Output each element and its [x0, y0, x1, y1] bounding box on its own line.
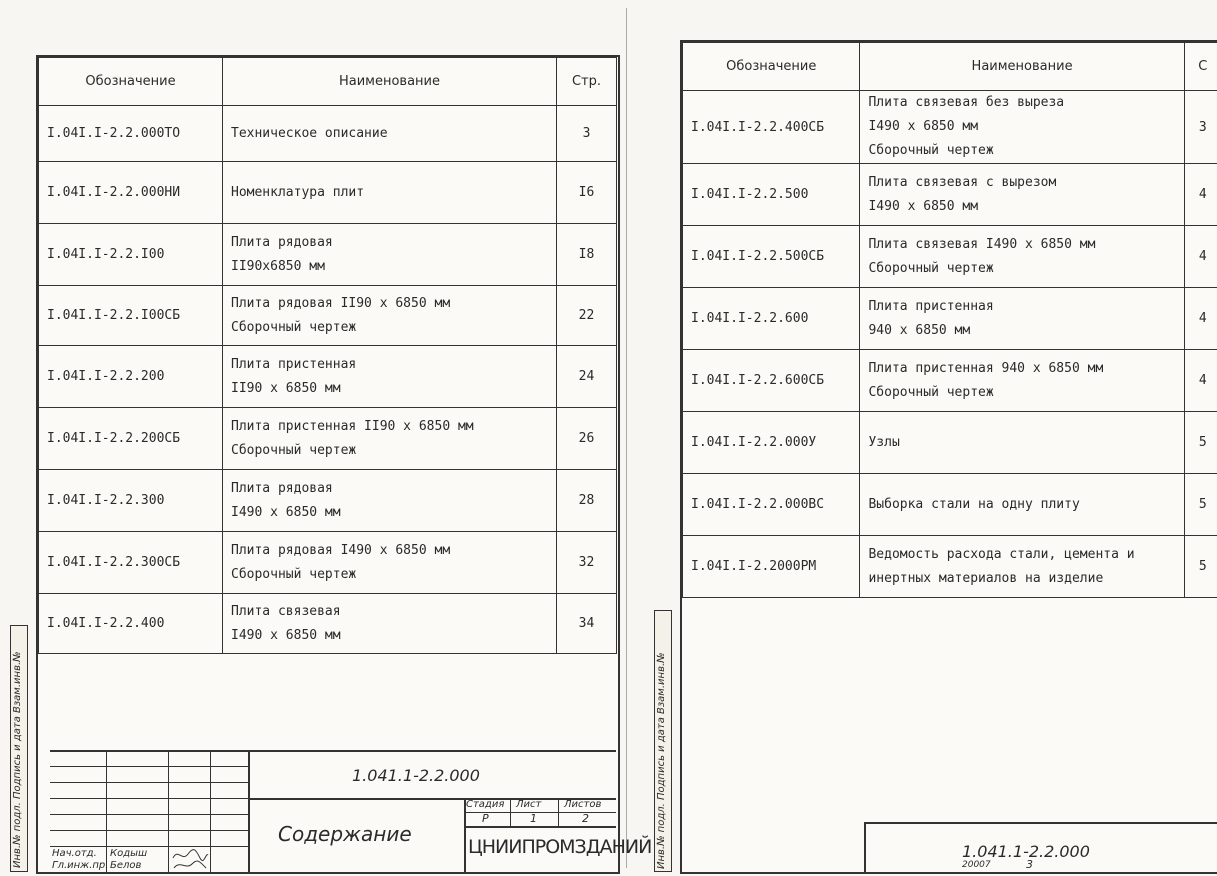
- row-name-line: Плита связевая с вырезом: [868, 174, 1057, 190]
- row-name: [860, 226, 1184, 288]
- table-row: [683, 164, 1217, 226]
- contents-table-left: [38, 57, 617, 654]
- row-name-line: 940 х 6850 мм: [868, 322, 971, 338]
- table-row: [683, 474, 1217, 536]
- title-block: [50, 750, 652, 872]
- row-name: [223, 532, 557, 594]
- margin-text-right: Инв.№ подл. Подпись и дата Взам.инв.№: [656, 652, 667, 869]
- sheets-value: 2: [582, 812, 589, 825]
- table-row: [39, 594, 617, 654]
- header-designation-right: Обозначение: [683, 43, 860, 91]
- table-row: [683, 412, 1217, 474]
- margin-strip-left: [10, 625, 28, 872]
- row-name-line: Плита пристенная II90 х 6850 мм: [231, 418, 474, 434]
- row-page: I6: [557, 162, 617, 224]
- role-head-dept: Нач.отд.: [52, 848, 97, 859]
- row-name-line: II90 х 6850 мм: [231, 380, 341, 396]
- row-name: [223, 106, 557, 162]
- row-page: 26: [557, 408, 617, 470]
- row-designation: I.04I.I-2.2.200: [39, 346, 223, 408]
- header-page: Стр.: [557, 58, 617, 106]
- person-chief-engineer: Белов: [110, 860, 142, 871]
- contents-sheet-left: [36, 55, 652, 874]
- row-name: [860, 412, 1184, 474]
- document-number-right: 1.041.1-2.2.000: [962, 842, 1090, 861]
- row-name-line: Плита связевая: [231, 603, 341, 619]
- row-page: 32: [557, 532, 617, 594]
- row-name: [860, 536, 1184, 598]
- title-block-right: [864, 822, 1217, 872]
- row-name-line: Плита связевая I490 х 6850 мм: [868, 236, 1096, 252]
- table-row: [683, 288, 1217, 350]
- row-designation: I.04I.I-2.2.I00: [39, 224, 223, 286]
- row-name: [223, 408, 557, 470]
- row-page: 4: [1184, 164, 1217, 226]
- row-designation: I.04I.I-2.2.000ТО: [39, 106, 223, 162]
- row-designation: I.04I.I-2.2.600: [683, 288, 860, 350]
- contents-sheet-right: [680, 40, 1217, 874]
- row-name-line: Сборочный чертеж: [231, 442, 357, 458]
- header-designation: Обозначение: [39, 58, 223, 106]
- row-designation: I.04I.I-2.2000РМ: [683, 536, 860, 598]
- row-designation: I.04I.I-2.2.400: [39, 594, 223, 654]
- row-page: 4: [1184, 226, 1217, 288]
- row-name-line: I490 х 6850 мм: [231, 627, 341, 643]
- row-designation: I.04I.I-2.2.200СБ: [39, 408, 223, 470]
- footer-small-number: 20007: [962, 860, 991, 870]
- row-name-line: Выборка стали на одну плиту: [868, 496, 1080, 512]
- row-name-line: Техническое описание: [231, 125, 388, 141]
- row-name: [223, 346, 557, 408]
- role-chief-engineer: Гл.инж.пр.: [52, 860, 109, 871]
- sheet-label: Лист: [516, 799, 542, 810]
- row-designation: I.04I.I-2.2.600СБ: [683, 350, 860, 412]
- row-name-line: II90х6850 мм: [231, 258, 325, 274]
- signature-scribble: [170, 846, 210, 872]
- row-name-line: инертных материалов на изделие: [868, 570, 1104, 586]
- margin-strip-right: [654, 610, 672, 872]
- row-designation: I.04I.I-2.2.000ВС: [683, 474, 860, 536]
- contents-table-right: [682, 42, 1217, 598]
- signature-grid: [50, 752, 250, 872]
- row-designation: I.04I.I-2.2.500СБ: [683, 226, 860, 288]
- row-name: [223, 224, 557, 286]
- row-name-line: I490 х 6850 мм: [868, 198, 979, 214]
- document-number: 1.041.1-2.2.000: [352, 766, 480, 785]
- row-name-line: Плита рядовая: [231, 480, 333, 496]
- table-row: [683, 91, 1217, 164]
- row-page: 5: [1184, 474, 1217, 536]
- row-page: 22: [557, 286, 617, 346]
- table-row: [683, 350, 1217, 412]
- stage-label: Стадия: [466, 799, 505, 810]
- table-row: [39, 286, 617, 346]
- row-name-line: Сборочный чертеж: [231, 319, 357, 335]
- table-row: [39, 470, 617, 532]
- row-page: 3: [557, 106, 617, 162]
- row-name-line: Плита пристенная: [231, 356, 357, 372]
- row-page: 34: [557, 594, 617, 654]
- row-name-line: Сборочный чертеж: [868, 384, 994, 400]
- row-name-line: Сборочный чертеж: [868, 143, 994, 158]
- row-name: [860, 350, 1184, 412]
- row-designation: I.04I.I-2.2.500: [683, 164, 860, 226]
- stage-value: Р: [482, 812, 489, 825]
- row-page: 5: [1184, 412, 1217, 474]
- row-page: 4: [1184, 288, 1217, 350]
- row-name: [223, 470, 557, 532]
- row-name: [223, 594, 557, 654]
- row-name-line: Плита пристенная 940 х 6850 мм: [868, 360, 1104, 376]
- row-designation: I.04I.I-2.2.300СБ: [39, 532, 223, 594]
- row-name: [223, 286, 557, 346]
- margin-text-left: Инв.№ подл. Подпись и дата Взам.инв.№: [12, 651, 23, 868]
- row-page: 5: [1184, 536, 1217, 598]
- row-name-line: I490 х 6850 мм: [868, 119, 979, 134]
- table-row: [39, 346, 617, 408]
- table-row: [39, 106, 617, 162]
- table-row: [39, 224, 617, 286]
- table-row: [39, 532, 617, 594]
- footer-sheet-number: 3: [1026, 858, 1033, 871]
- row-name-line: Плита рядовая: [231, 234, 333, 250]
- row-page: 24: [557, 346, 617, 408]
- row-name-line: Плита рядовая II90 х 6850 мм: [231, 295, 451, 311]
- row-page: 4: [1184, 350, 1217, 412]
- table-row: [683, 536, 1217, 598]
- row-designation: I.04I.I-2.2.000У: [683, 412, 860, 474]
- row-designation: I.04I.I-2.2.I00СБ: [39, 286, 223, 346]
- row-name: [860, 164, 1184, 226]
- row-name-line: Узлы: [868, 434, 900, 450]
- table-row: [39, 408, 617, 470]
- row-name-line: I490 х 6850 мм: [231, 504, 341, 520]
- sheets-label: Листов: [564, 799, 602, 810]
- row-page: I8: [557, 224, 617, 286]
- person-head-dept: Кодыш: [110, 848, 148, 859]
- row-designation: I.04I.I-2.2.300: [39, 470, 223, 532]
- sheet-divider: [626, 8, 627, 868]
- row-name-line: Плита связевая без выреза: [868, 95, 1065, 110]
- table-row: [39, 162, 617, 224]
- row-name-line: Плита рядовая I490 х 6850 мм: [231, 542, 451, 558]
- row-name: [860, 474, 1184, 536]
- row-page: 28: [557, 470, 617, 532]
- organization-name: ЦНИИПРОМЗДАНИЙ: [468, 836, 652, 858]
- row-name-line: Ведомость расхода стали, цемента и: [868, 546, 1135, 562]
- row-name: [860, 91, 1184, 164]
- row-designation: I.04I.I-2.2.000НИ: [39, 162, 223, 224]
- header-name-right: Наименование: [860, 43, 1184, 91]
- row-designation: I.04I.I-2.2.400СБ: [683, 91, 860, 164]
- header-page-right: С: [1184, 43, 1217, 91]
- row-name: [223, 162, 557, 224]
- row-name-line: Сборочный чертеж: [868, 260, 994, 276]
- row-page: 3: [1184, 91, 1217, 164]
- row-name: [860, 288, 1184, 350]
- row-name-line: Сборочный чертеж: [231, 566, 357, 582]
- row-name-line: Плита пристенная: [868, 298, 994, 314]
- sheet-value: 1: [530, 812, 537, 825]
- sheet-title: Содержание: [278, 822, 412, 846]
- header-name: Наименование: [223, 58, 557, 106]
- row-name-line: Номенклатура плит: [231, 184, 365, 200]
- table-row: [683, 226, 1217, 288]
